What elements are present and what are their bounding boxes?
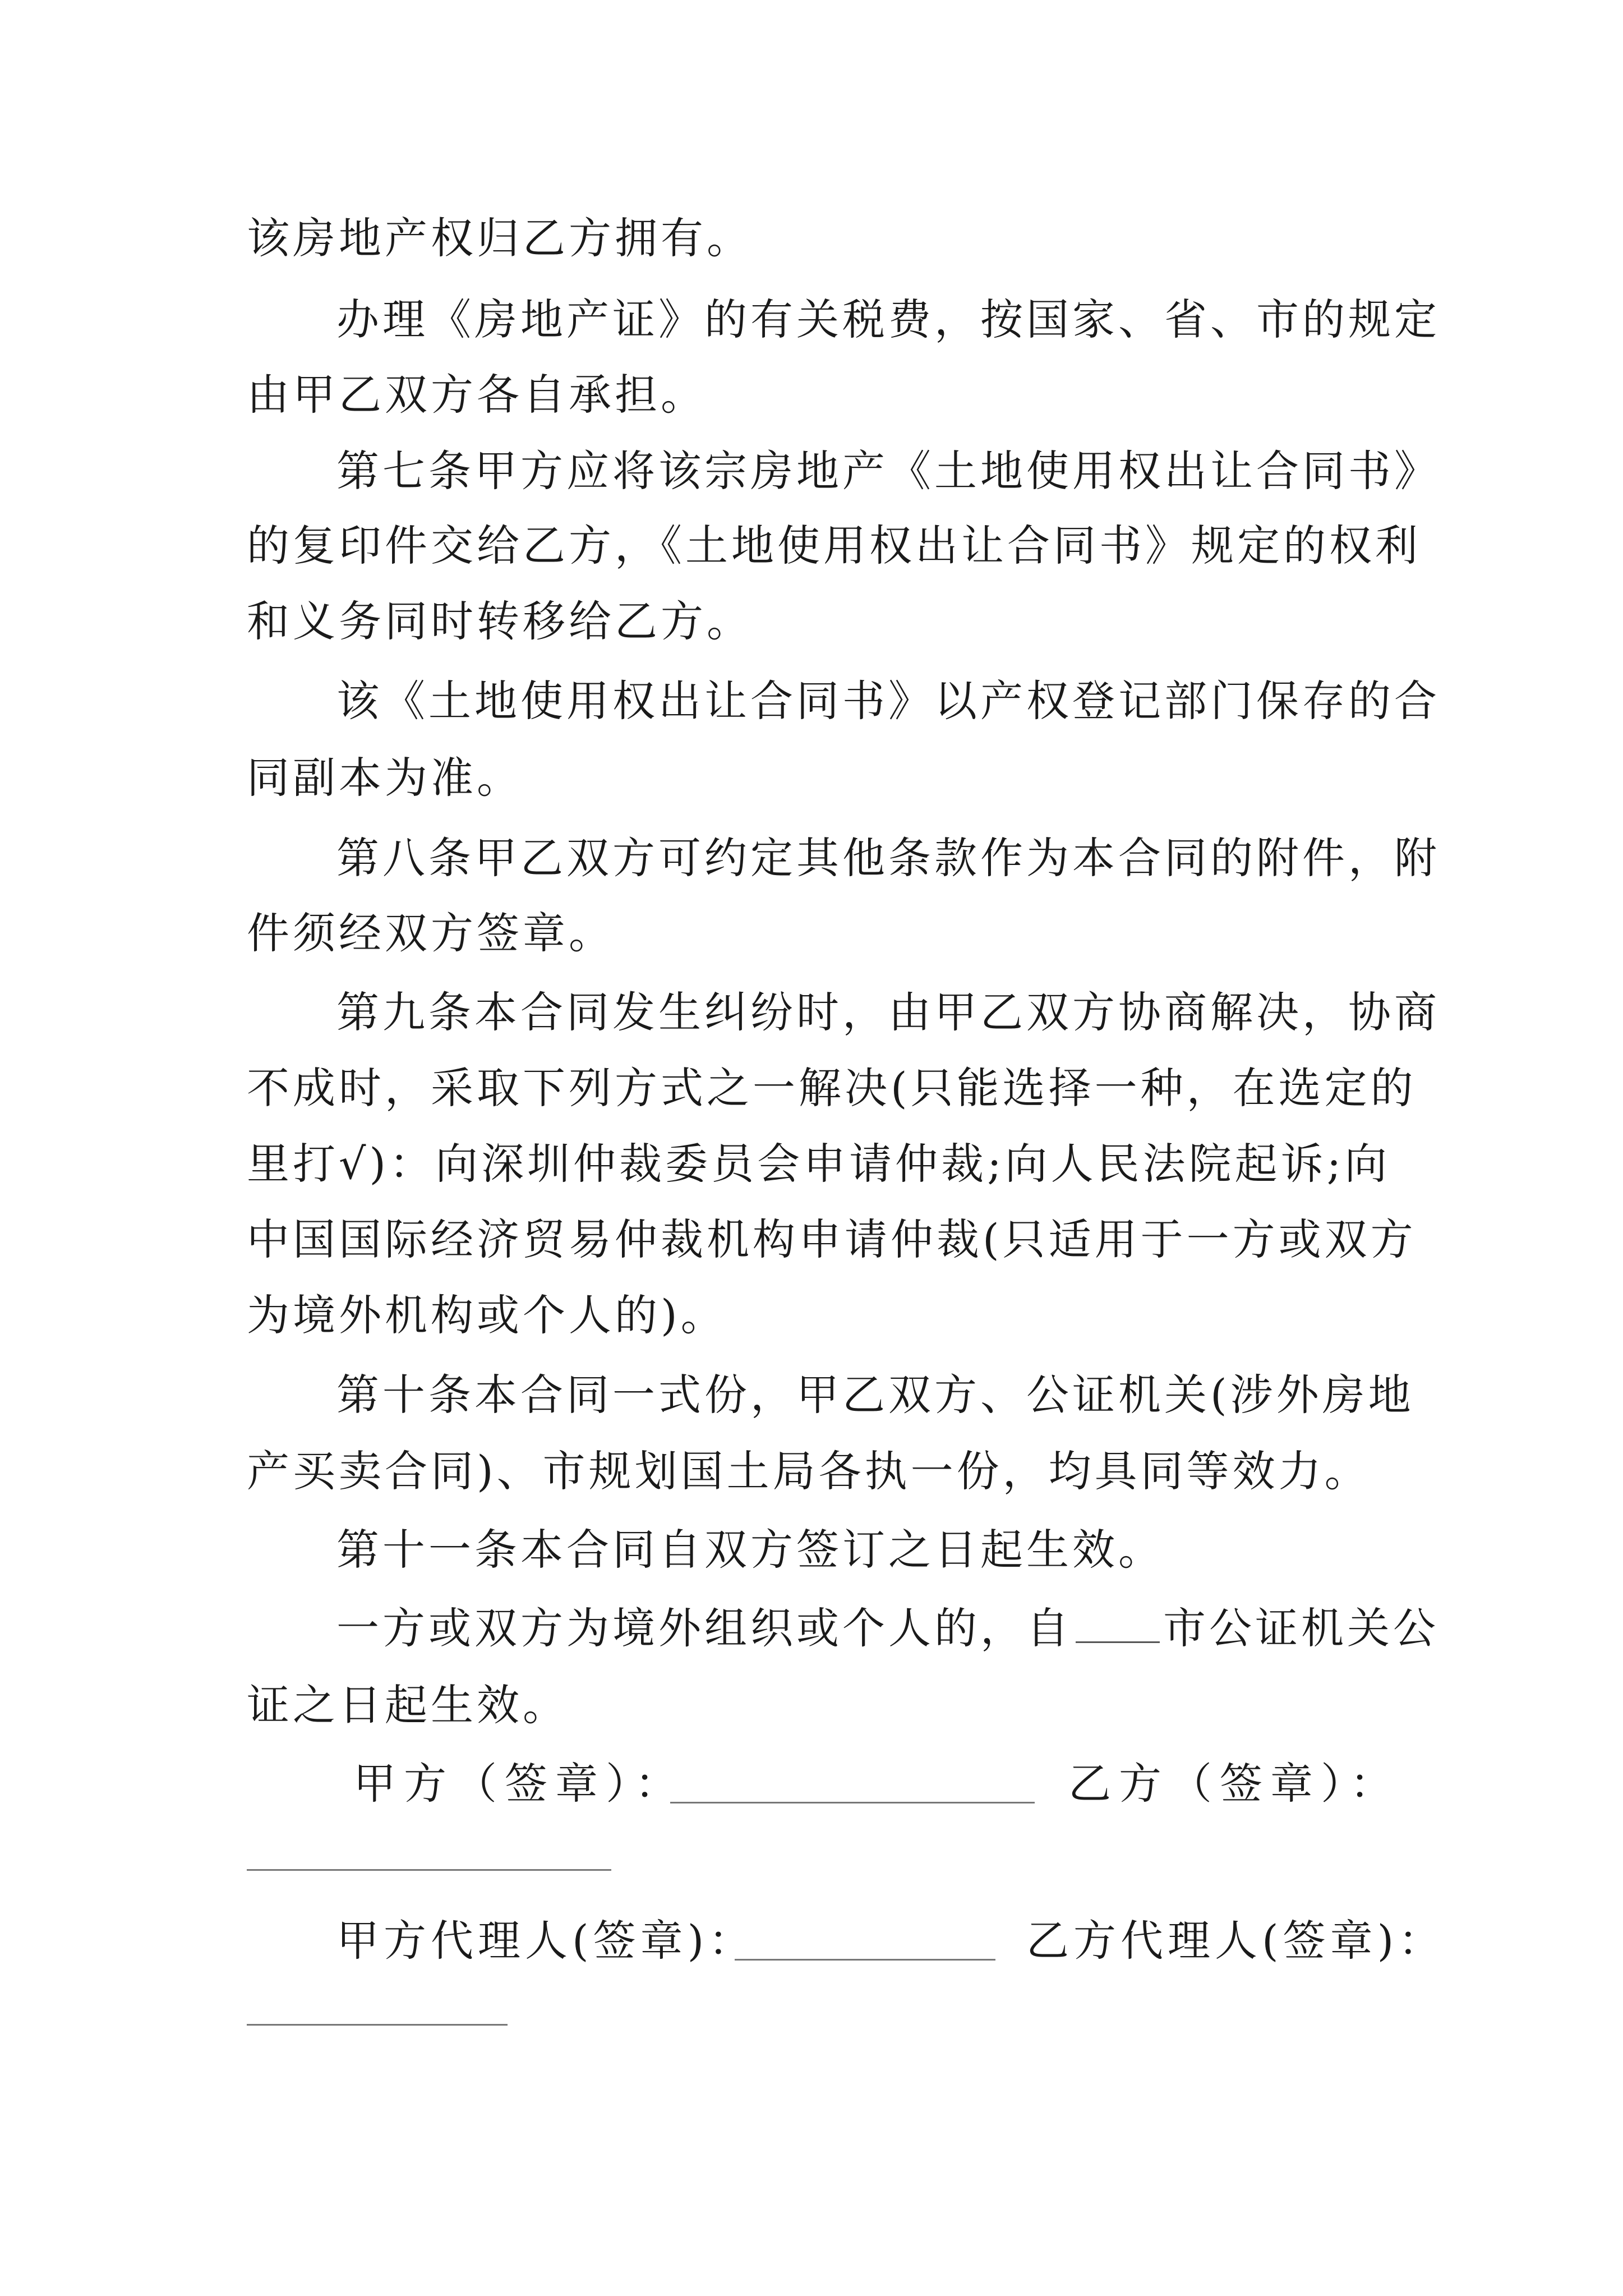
text-line: 第八条甲乙双方可约定其他条款作为本合同的附件，附 [336, 833, 1440, 883]
text-line-with-blank [336, 1600, 1439, 1657]
party-b-signature-line [247, 1869, 611, 1871]
agent-b-signature-line [247, 2024, 508, 2026]
text-line: 证之日起生效。 [247, 1680, 569, 1730]
text-line: 该《土地使用权出让合同书》以产权登记部门保存的合 [336, 676, 1440, 726]
party-a-signature-line [670, 1802, 1035, 1803]
text-line: 由甲乙双方各自承担。 [247, 370, 707, 420]
text-line: 不成时，采取下列方式之一解决(只能选择一种，在选定的 [247, 1063, 1417, 1113]
text-line: 同副本为准。 [247, 753, 523, 803]
text-line: 产买卖合同)、市规划国土局各执一份，均具同等效力。 [247, 1446, 1371, 1496]
agent-a-signature-label: 甲方代理人(签章)： [336, 1916, 756, 1966]
text-line: 第七条甲方应将该宗房地产《土地使用权出让合同书》 [336, 446, 1440, 496]
agent-b-signature-label: 乙方代理人(签章)： [1026, 1916, 1446, 1966]
text-line: 和义务同时转移给乙方。 [247, 596, 753, 646]
text-line: 第十条本合同一式份，甲乙双方、公证机关(涉外房地 [336, 1370, 1414, 1420]
party-b-signature-label: 乙方（签章）： [1068, 1759, 1400, 1809]
text-line: 中国国际经济贸易仲裁机构申请仲裁(只适用于一方或双方 [247, 1214, 1417, 1264]
text-line: 的复印件交给乙方，《土地使用权出让合同书》规定的权利 [247, 521, 1421, 570]
text-line: 办理《房地产证》的有关税费，按国家、省、市的规定 [336, 295, 1440, 344]
text-line: 里打√)：向深圳仲裁委员会申请仲裁;向人民法院起诉;向 [247, 1139, 1391, 1189]
blank-underline [1076, 1608, 1160, 1643]
party-a-signature-label: 甲方（签章）： [353, 1759, 685, 1809]
text-line: 件须经双方签章。 [247, 908, 615, 958]
text-line: 为境外机构或个人的)。 [247, 1290, 727, 1340]
agent-a-signature-line [735, 1959, 995, 1961]
text-segment: 一方或双方为境外组织或个人的，自 [336, 1603, 1072, 1653]
text-line: 第九条本合同发生纠纷时，由甲乙双方协商解决，协商 [336, 987, 1440, 1037]
text-line: 第十一条本合同自双方签订之日起生效。 [336, 1525, 1164, 1575]
text-line: 该房地产权归乙方拥有。 [247, 213, 753, 263]
text-segment: 市公证机关公 [1163, 1603, 1439, 1653]
